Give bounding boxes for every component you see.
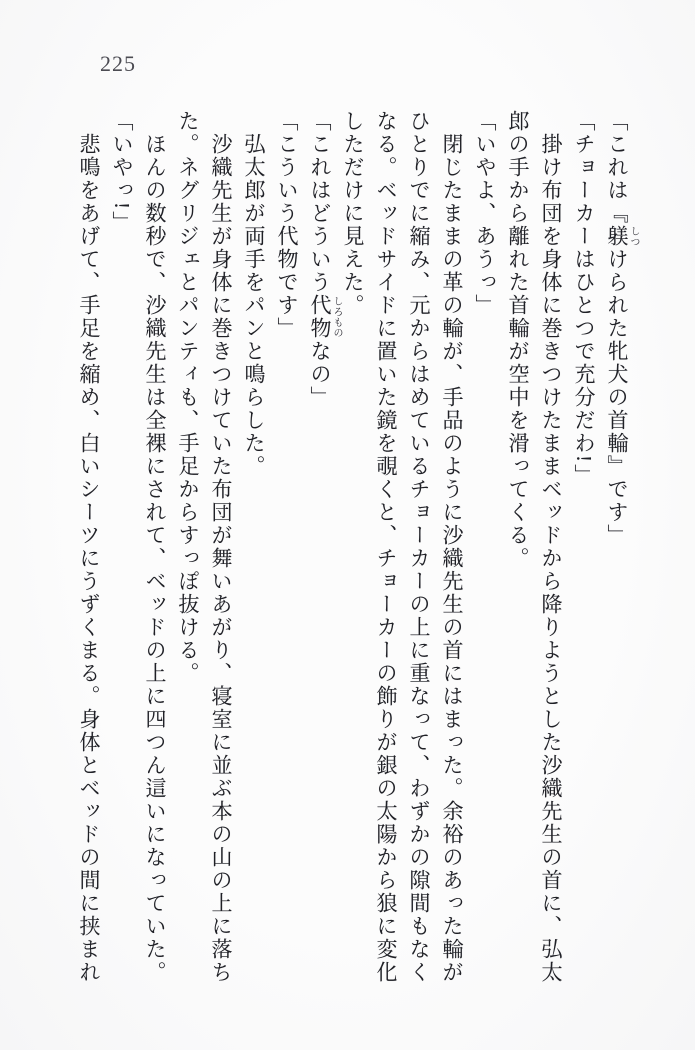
text-column: 掛け布団を身体に巻きつけたままベッドから降りようとした沙織先生の首に、弘太 xyxy=(539,133,563,984)
text-column: 「チョーカーはひとつで充分だわ!」 xyxy=(572,110,596,487)
text-column: 沙織先生が身体に巻きつけていた布団が舞いあがり、寝室に並ぶ本の山の上に落ち xyxy=(209,133,233,984)
text-column: ひとりでに縮み、元からはめているチョーカーの上に重なって、わずかの隙間もなく xyxy=(407,110,431,984)
text-column: た。ネグリジェとパンティも、手足からすっぽ抜ける。 xyxy=(176,110,200,685)
page-text xyxy=(67,110,628,990)
page-number: 225 xyxy=(100,51,136,76)
text-column: なる。ベッドサイドに置いた鏡を覗くと、チョーカーの飾りが銀の太陽から狼に変化 xyxy=(374,110,398,984)
text-column: 「いやっ!」 xyxy=(110,110,134,234)
text-column: 閉じたままの革の輪が、手品のように沙織先生の首にはまった。余裕のあった輪が xyxy=(440,133,464,984)
text-column: 郎の手から離れた首輪が空中を滑ってくる。 xyxy=(506,110,530,570)
text-column: 「こういう代物です」 xyxy=(275,110,299,340)
text-column: 「これはどういう代物なの」 xyxy=(308,110,332,409)
furigana: しつ xyxy=(628,226,639,247)
furigana: しろもの xyxy=(331,296,342,338)
text-column: 「いやよ、あうっ」 xyxy=(473,110,497,317)
text-column: 「これは『躾けられた牝犬の首輪』です」 xyxy=(605,110,629,547)
text-column: ほんの数秒で、沙織先生は全裸にされて、ベッドの上に四つん這いになっていた。 xyxy=(143,133,167,984)
text-column: 悲鳴をあげて、手足を縮め、白いシーツにうずくまる。身体とベッドの間に挟まれ xyxy=(77,133,101,984)
text-column: しただけに見えた。 xyxy=(341,110,365,317)
text-column: 弘太郎が両手をパンと鳴らした。 xyxy=(242,133,266,478)
